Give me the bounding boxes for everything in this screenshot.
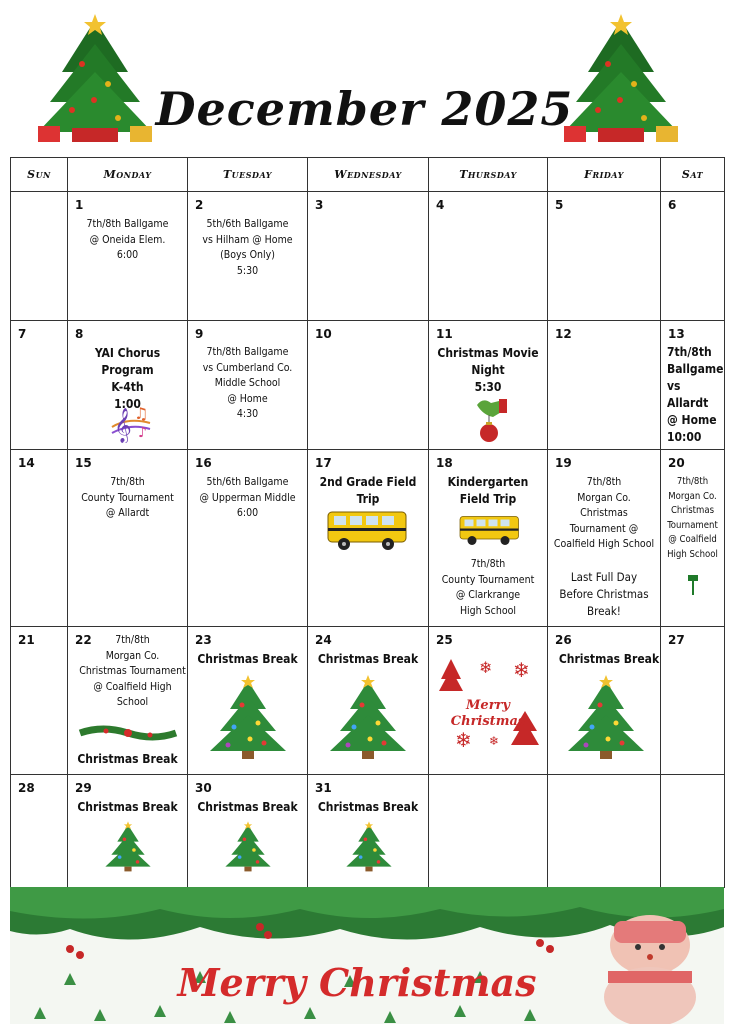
calendar-grid — [10, 157, 725, 888]
event-text: 7th/8th County Tournament @ Clarkrange High School — [441, 558, 535, 617]
day-cell — [68, 775, 188, 888]
weekday-header: Thursday — [429, 158, 548, 192]
day-number: 12 — [555, 327, 572, 341]
day-cell — [308, 321, 429, 450]
day-number: 4 — [436, 198, 445, 212]
day-cell — [68, 192, 188, 321]
svg-text:♫: ♫ — [134, 404, 149, 423]
event-text: 2nd Grade Field Trip — [319, 475, 417, 506]
day-cell-empty — [661, 775, 725, 888]
day-number: 9 — [195, 327, 204, 341]
day-cell — [548, 450, 661, 627]
day-number: 3 — [315, 198, 324, 212]
svg-text:♪: ♪ — [138, 425, 147, 441]
event-text: Kindergarten Field Trip — [447, 475, 529, 506]
event-text: 5th/6th Ballgame vs Hilham @ Home (Boys Only) 5:30 — [202, 218, 293, 277]
event-text: 7th/8th County Tournament @ Allardt — [81, 476, 174, 519]
christmas-break-label: Christmas Break — [197, 800, 298, 814]
day-number: 2 — [195, 198, 204, 212]
day-number: 23 — [195, 633, 212, 647]
day-cell — [68, 450, 188, 627]
day-number: 18 — [436, 456, 453, 470]
christmas-break-label: Christmas Break — [558, 652, 660, 666]
svg-text:❄: ❄ — [489, 734, 500, 748]
day-cell — [429, 192, 548, 321]
day-number: 24 — [315, 633, 332, 647]
christmas-break-label: Christmas Break — [77, 752, 178, 766]
school-bus-icon — [457, 512, 523, 553]
banner-text: Merry Christmas — [177, 960, 537, 1005]
day-cell — [429, 627, 548, 775]
christmas-break-label: Christmas Break — [77, 800, 178, 814]
day-number: 27 — [668, 633, 685, 647]
day-number: 15 — [75, 456, 92, 470]
day-number: 16 — [195, 456, 212, 470]
christmas-tree-icon — [223, 821, 273, 878]
day-number: 10 — [315, 327, 332, 341]
event-text: 7th/8th Morgan Co. Christmas Tournament @ Coalfield High School — [553, 476, 655, 550]
day-cell — [308, 192, 429, 321]
day-cell — [308, 450, 429, 627]
event-text: 7th/8th Ballgame vs Cumberland Co. Middle School @ Home 4:30 — [202, 346, 293, 420]
school-bus-icon — [326, 506, 410, 559]
day-cell — [548, 192, 661, 321]
day-number: 13 — [668, 327, 685, 341]
day-number: 8 — [75, 327, 84, 341]
day-number: 17 — [315, 456, 332, 470]
day-cell-empty — [429, 775, 548, 888]
weekday-header: Sat — [661, 158, 725, 192]
merry-christmas-label: Merry Christmas — [450, 698, 526, 729]
day-number: 31 — [315, 781, 332, 795]
weekday-header: Wednesday — [308, 158, 429, 192]
day-cell-empty — [11, 192, 68, 321]
day-cell — [188, 775, 308, 888]
svg-text:❄: ❄ — [455, 728, 472, 752]
day-cell — [661, 321, 725, 450]
event-text: 7th/8th Morgan Co. Christmas Tournament @ Coalfield High School — [79, 634, 186, 708]
day-cell — [308, 627, 429, 775]
christmas-tree-icon — [206, 675, 290, 766]
christmas-break-label: Christmas Break — [317, 652, 419, 666]
page-title: December 2025 — [155, 82, 574, 136]
day-cell — [11, 321, 68, 450]
event-text: 7th/8th Ballgame @ Oneida Elem. 6:00 — [86, 218, 169, 261]
event-text: Christmas Movie Night 5:30 — [437, 346, 539, 394]
day-number: 11 — [436, 327, 453, 341]
day-number: 21 — [18, 633, 35, 647]
day-number: 25 — [436, 633, 453, 647]
svg-text:𝄞: 𝄞 — [114, 408, 132, 443]
christmas-tree-icon — [103, 821, 153, 878]
day-cell — [68, 321, 188, 450]
day-number: 6 — [668, 198, 677, 212]
event-text: 7th/8th Morgan Co. Christmas Tournament @ Coalfield High School — [667, 476, 718, 560]
day-cell — [548, 627, 661, 775]
day-cell — [661, 450, 725, 627]
music-notes-icon — [108, 397, 154, 448]
event-text: 7th/8th Ballgame vs Allardt @ Home 10:00 — [667, 345, 724, 444]
day-cell — [11, 450, 68, 627]
day-number: 5 — [555, 198, 564, 212]
day-cell — [548, 321, 661, 450]
christmas-tree-icon — [344, 821, 394, 878]
event-text: 5th/6th Ballgame @ Upperman Middle 6:00 — [199, 476, 296, 519]
day-number: 7 — [18, 327, 27, 341]
day-cell — [188, 321, 308, 450]
day-number: 30 — [195, 781, 212, 795]
day-number: 28 — [18, 781, 35, 795]
day-number: 29 — [75, 781, 92, 795]
christmas-break-label: Christmas Break — [317, 800, 419, 814]
weekday-header: Friday — [548, 158, 661, 192]
day-cell — [68, 627, 188, 775]
day-cell — [11, 775, 68, 888]
day-number: 26 — [555, 633, 572, 647]
event-text: YAI Chorus Program K-4th 1:00 — [94, 346, 161, 411]
svg-text:❄: ❄ — [513, 658, 530, 682]
grinch-ornament-icon — [469, 395, 511, 448]
day-cell — [429, 321, 548, 450]
day-cell — [308, 775, 429, 888]
day-cell-empty — [548, 775, 661, 888]
day-number: 20 — [668, 456, 685, 470]
day-cell — [661, 627, 725, 775]
event-text: Last Full Day Before Christmas Break! — [559, 570, 649, 618]
flag-icon — [687, 574, 699, 601]
christmas-tree-icon — [326, 675, 410, 766]
day-number: 19 — [555, 456, 572, 470]
weekday-header: Tuesday — [188, 158, 308, 192]
day-number: 1 — [75, 198, 84, 212]
day-number: 22 — [75, 633, 92, 647]
day-cell — [188, 192, 308, 321]
christmas-tree-icon — [564, 675, 648, 766]
weekday-header: Sun — [11, 158, 68, 192]
svg-text:❄: ❄ — [479, 658, 493, 677]
day-number: 14 — [18, 456, 35, 470]
day-cell — [188, 627, 308, 775]
day-cell — [11, 627, 68, 775]
day-cell — [429, 450, 548, 627]
day-cell — [661, 192, 725, 321]
garland-icon — [78, 723, 178, 748]
christmas-break-label: Christmas Break — [197, 652, 298, 666]
weekday-header: Monday — [68, 158, 188, 192]
day-cell — [188, 450, 308, 627]
